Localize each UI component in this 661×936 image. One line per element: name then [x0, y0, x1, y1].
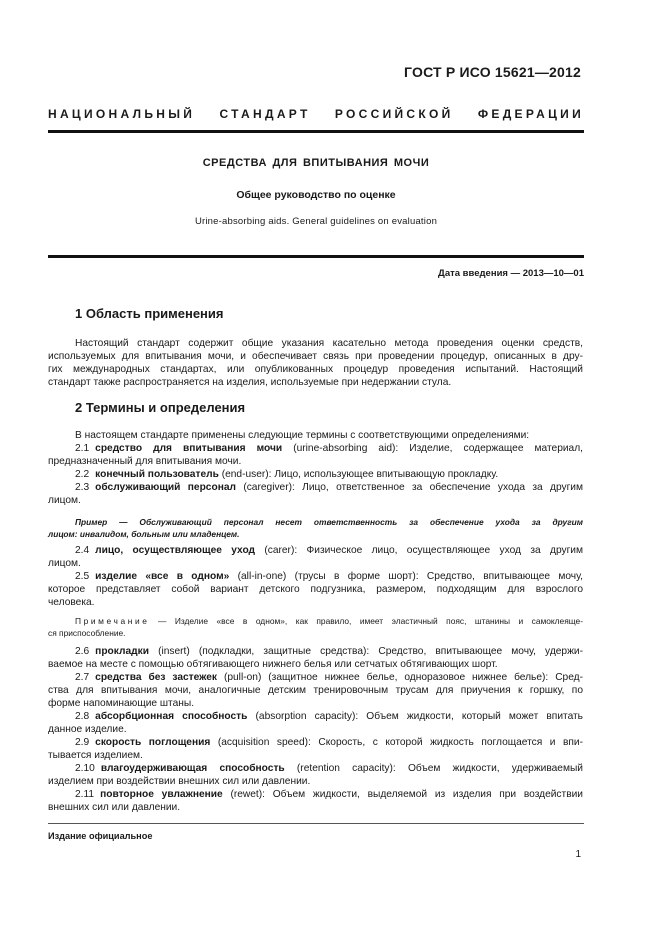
term-continuation-line: внешних сил или давлении. — [48, 802, 181, 813]
paragraph-line: используемых для впитывания мочи, и обеспечивает связь при проведении процедур, описанных в дру- — [48, 351, 583, 362]
term-name: влагоудерживающая способность — [100, 763, 285, 774]
term-definition-text: (retention capacity): Объем жидкости, удерживаемый — [284, 763, 583, 774]
term-definition-text: (carer): Физическое лицо, осуществляющее уход за другим — [255, 545, 583, 556]
term-number: 2.1 — [75, 443, 90, 454]
term-name: обслуживающий персонал — [95, 482, 236, 493]
term-definition — [48, 788, 583, 814]
term-continuation-line: человека. — [48, 597, 95, 608]
term-definition — [48, 736, 584, 762]
term-definition-text: (all-in-one) (трусы в форме шорт): Средство, впитывающее мочу, — [229, 571, 584, 582]
term-continuation-line: ства для впитывания мочи, аналогичные детским тренировочным трусам для приучения к горшку, по — [48, 685, 583, 696]
term-line — [75, 481, 583, 494]
example-note — [48, 516, 583, 540]
term-continuation-line: предназначенный для впитывания мочи. — [48, 456, 242, 467]
term-definition — [75, 468, 583, 481]
term-name: средства без застежек — [95, 672, 218, 683]
example-line: лицом: инвалидом, больным или младенцем. — [48, 529, 240, 539]
note-label: Примечание — [75, 616, 150, 626]
standard-id: ГОСТ Р ИСО 15621—2012 — [404, 64, 581, 80]
term-definition-text: (insert) (подкладки, защитные средства): Средство, впитывающее мочу, удержи- — [148, 646, 583, 657]
term-continuation-line: форме напоминающие штаны. — [48, 698, 195, 709]
term-continuation-line: изделием при воздействии внешних сил или давлении. — [48, 776, 311, 787]
section-2-lead — [75, 429, 583, 442]
lead-line: В настоящем стандарте применены следующие термины с соответствующими определениями: — [75, 430, 530, 441]
term-number: 2.5 — [75, 571, 90, 582]
paragraph-line: стандарт также распространяется на изделия, используемые при недержании стула. — [48, 377, 452, 388]
note-text: — Изделие «все в одном», как правило, имеет эластичный пояс, штанины и самоклеяще- — [149, 616, 583, 626]
term-continuation-line: тывается изделием. — [48, 750, 143, 761]
term-name: абсорбционная способность — [95, 711, 248, 722]
term-number: 2.7 — [75, 672, 90, 683]
national-standard-banner: НАЦИОНАЛЬНЫЙ СТАНДАРТ РОССИЙСКОЙ ФЕДЕРАЦИИ — [48, 107, 584, 121]
section-1-heading: 1 Область применения — [75, 306, 224, 321]
term-line — [75, 645, 583, 658]
introduction-date: Дата введения — 2013—10—01 — [438, 268, 584, 279]
edition-label: Издание официальное — [48, 831, 153, 841]
term-definition — [48, 762, 583, 788]
term-definition — [48, 645, 583, 671]
term-definition-text: (pull-on) (защитное нижнее белье, одноразовое нижнее белье): Сред- — [217, 672, 583, 683]
term-definition — [48, 442, 584, 468]
term-definition-text: (absorption capacity): Объем жидкости, который может впитать — [247, 711, 583, 722]
term-name: повторное увлажнение — [100, 789, 223, 800]
term-definition-text: (caregiver): Лицо, ответственное за обеспечение ухода за другим — [236, 482, 584, 493]
term-continuation-line: ваемое на месте с помощью обтягивающего нижнего белья или сетчатых обтягивающих шорт. — [48, 659, 498, 670]
term-continuation-line: лицом. — [48, 495, 81, 506]
term-definition-text: (end-user): Лицо, использующее впитывающую прокладку. — [218, 469, 499, 480]
term-definition — [48, 570, 584, 609]
term-definition — [48, 671, 583, 710]
term-line — [75, 570, 583, 583]
example-line: Пример — Обслуживающий персонал несет ответственность за обеспечение ухода за другим — [75, 517, 583, 527]
footer-rule — [48, 823, 584, 824]
term-number: 2.11 — [75, 789, 95, 800]
top-rule — [48, 130, 584, 133]
term-number: 2.10 — [75, 763, 95, 774]
note-block — [48, 615, 583, 639]
paragraph-line: Настоящий стандарт содержит общие указания касательно метода проведения оценки средств, — [75, 338, 583, 349]
term-continuation-line: данное изделие. — [48, 724, 127, 735]
term-number: 2.9 — [75, 737, 90, 748]
document-title: СРЕДСТВА ДЛЯ ВПИТЫВАНИЯ МОЧИ — [202, 157, 430, 169]
note-line: ся приспособление. — [48, 628, 126, 638]
term-line — [75, 762, 583, 775]
term-name: конечный пользователь — [95, 469, 219, 480]
term-name: прокладки — [95, 646, 149, 657]
term-name: скорость поглощения — [95, 737, 211, 748]
term-continuation-line: лицом. — [48, 558, 81, 569]
section-1-paragraph — [48, 337, 583, 389]
term-line — [75, 671, 583, 684]
document-subtitle: Общее руководство по оценке — [236, 189, 396, 201]
term-number: 2.2 — [75, 469, 90, 480]
term-line — [75, 788, 583, 801]
term-definition — [48, 710, 583, 736]
term-name: изделие «все в одном» — [95, 571, 230, 582]
term-number: 2.4 — [75, 545, 90, 556]
term-definition-text: (rewet): Объем жидкости, выделяемой из изделия при воздействии — [222, 789, 583, 800]
term-continuation-line: которое представляет собой вариант детского подгузника, размером, подходящим для взрослого — [48, 584, 583, 595]
term-definition — [48, 481, 584, 507]
term-line — [75, 544, 583, 557]
term-line — [75, 442, 583, 455]
term-line — [75, 736, 583, 749]
term-number: 2.3 — [75, 482, 90, 493]
section-2-heading: 2 Термины и определения — [75, 400, 246, 415]
term-name: лицо, осуществляющее уход — [95, 545, 256, 556]
term-name: средство для впитывания мочи — [95, 443, 283, 454]
term-line — [75, 468, 583, 481]
paragraph-line: гих международных стандартах, или опубликованных процедур проведения испытаний. Настоящий — [48, 364, 583, 375]
term-definition-text: (urine-absorbing aid): Изделие, содержащее материал, — [282, 443, 584, 454]
term-definition-text: (acquisition speed): Скорость, с которой жидкость поглощается и впи- — [210, 737, 584, 748]
term-definition — [48, 544, 583, 570]
note-line — [75, 615, 583, 627]
page-number: 1 — [575, 849, 581, 860]
title-rule — [48, 255, 584, 258]
term-line — [75, 710, 583, 723]
english-title: Urine-absorbing aids. General guidelines on evaluation — [194, 216, 438, 227]
term-number: 2.8 — [75, 711, 90, 722]
term-number: 2.6 — [75, 646, 90, 657]
